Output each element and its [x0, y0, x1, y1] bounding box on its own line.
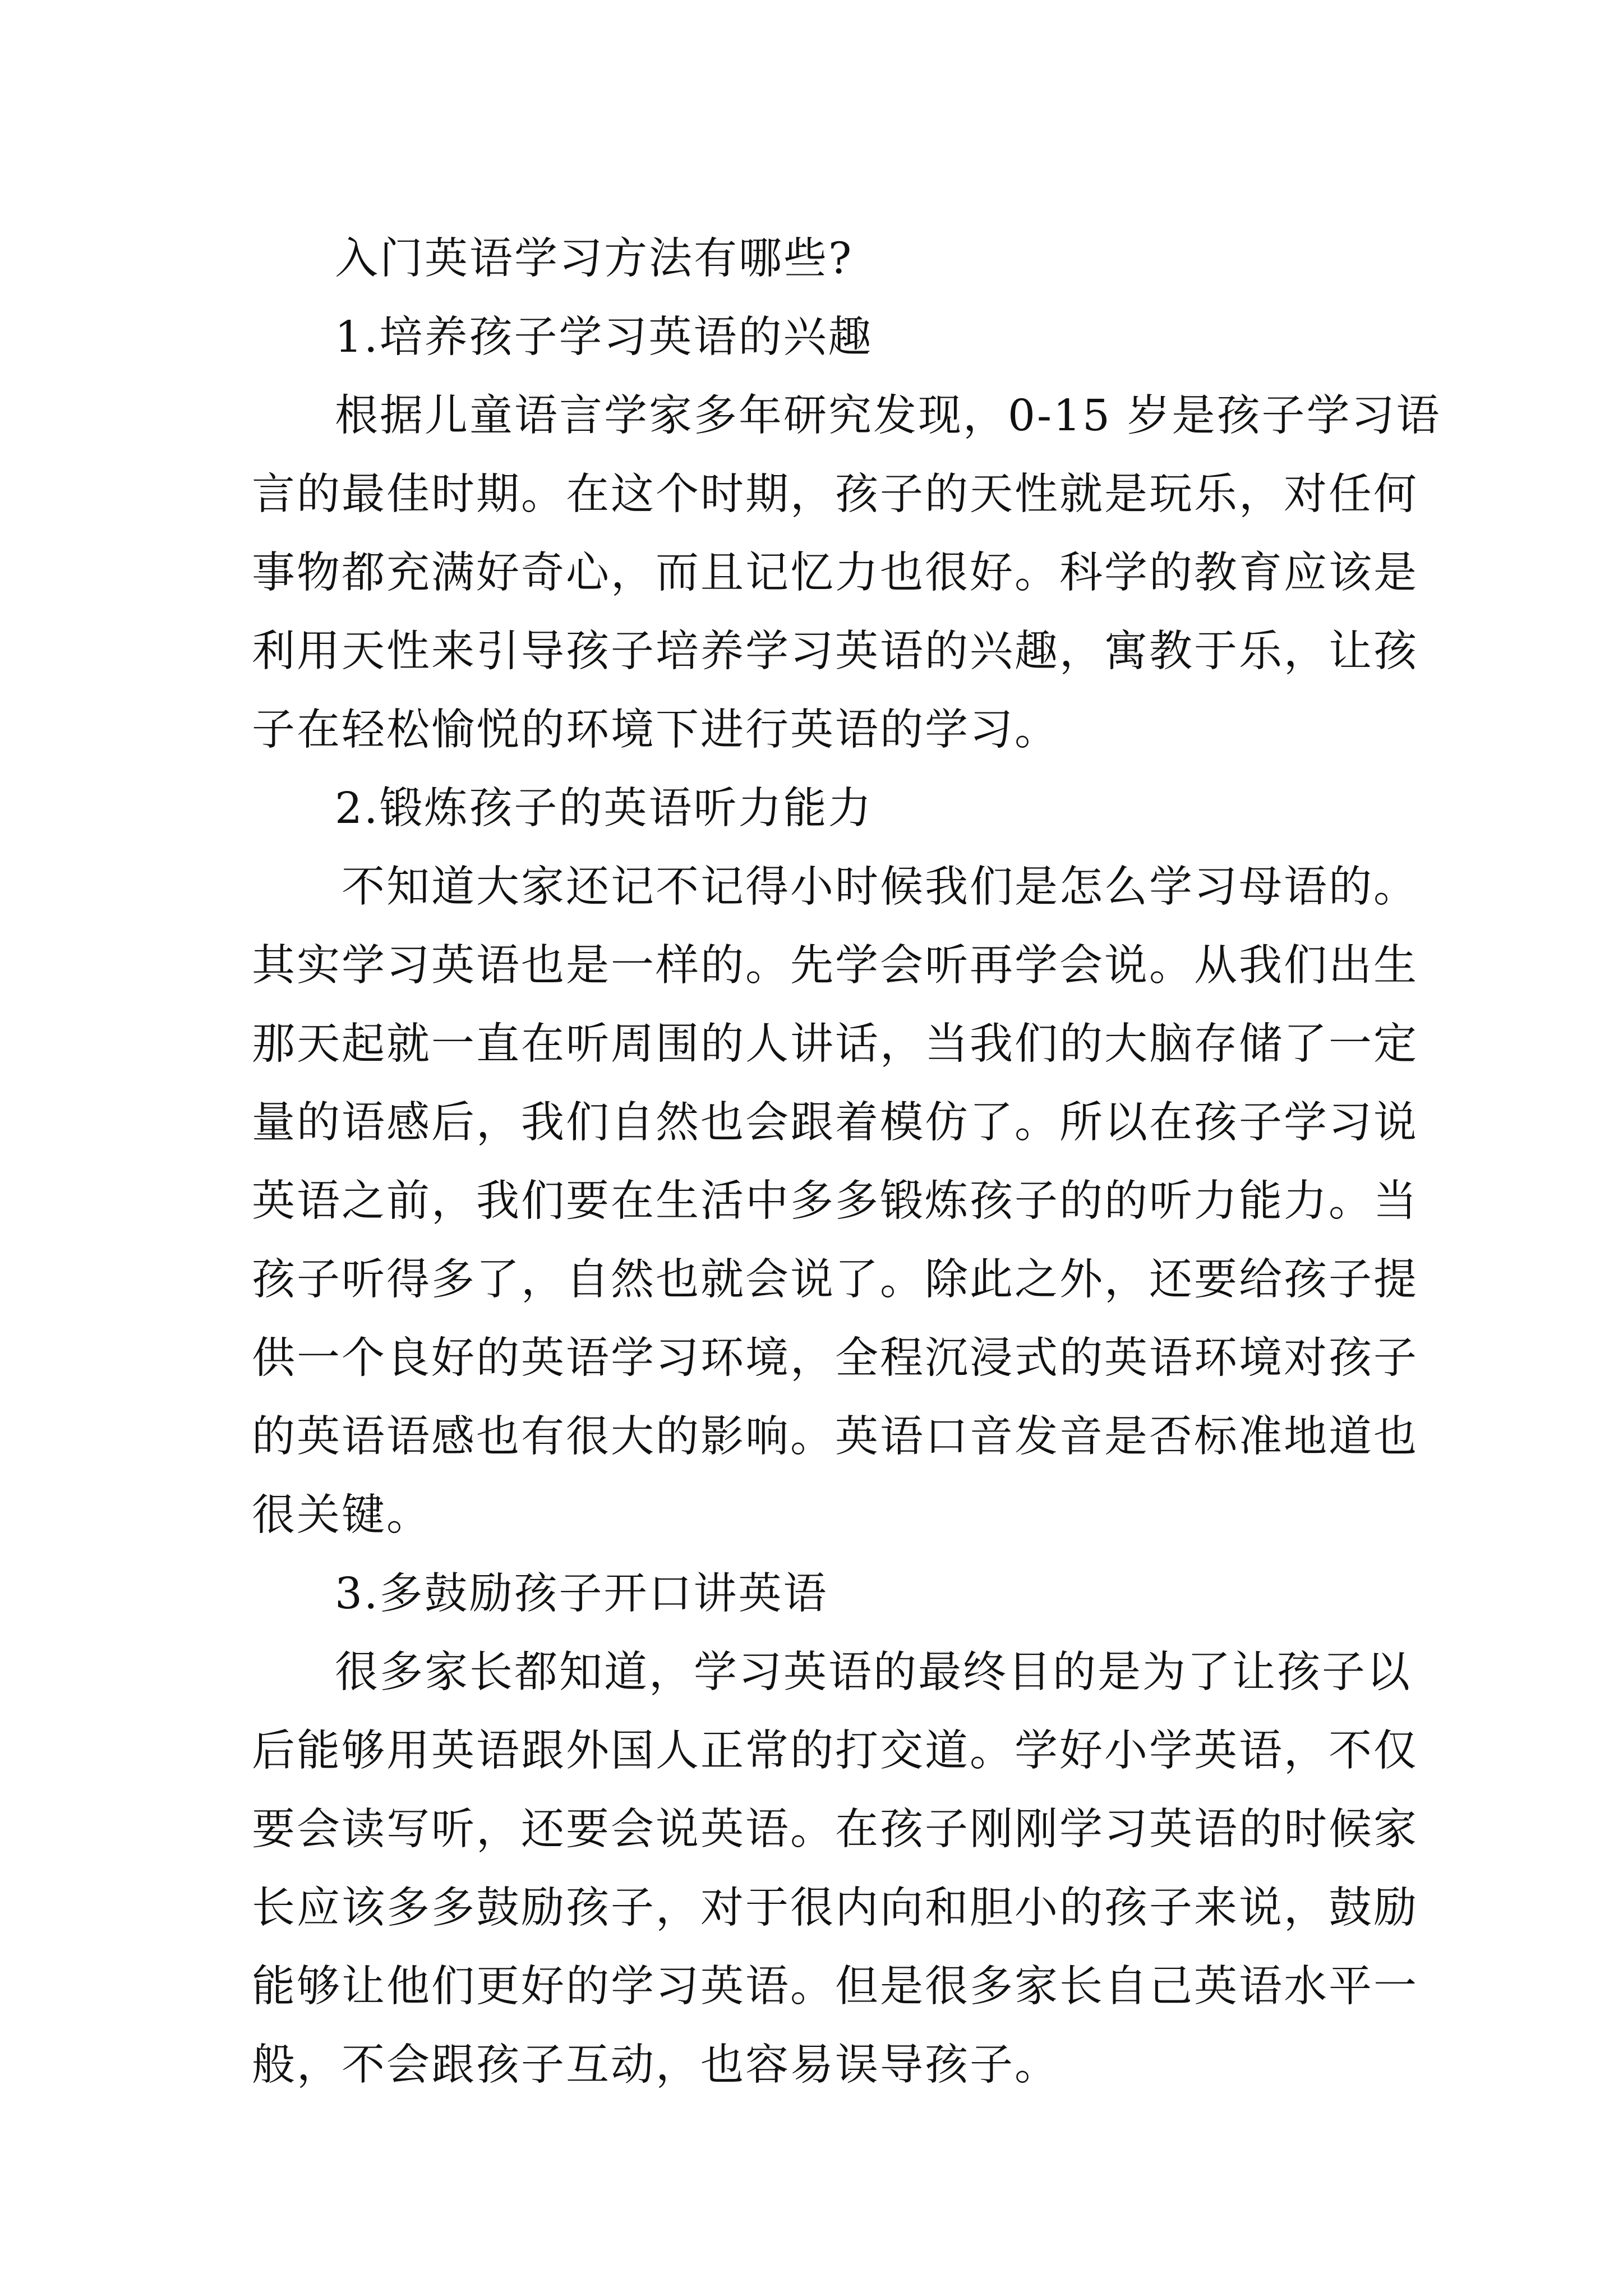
paragraph-line: 孩子听得多了，自然也就会说了。除此之外，还要给孩子提: [252, 1255, 1418, 1305]
paragraph-line: 要会读写听，还要会说英语。在孩子刚刚学习英语的时候家: [252, 1805, 1418, 1855]
paragraph-line: 能够让他们更好的学习英语。但是很多家长自己英语水平一: [252, 1962, 1418, 2012]
paragraph-line: 后能够用英语跟外国人正常的打交道。学好小学英语，不仅: [252, 1726, 1418, 1776]
paragraph-line: 不知道大家还记不记得小时候我们是怎么学习母语的。: [342, 862, 1418, 912]
paragraph-line: 长应该多多鼓励孩子，对于很内向和胆小的孩子来说，鼓励: [252, 1883, 1418, 1933]
paragraph-line: 其实学习英语也是一样的。先学会听再学会说。从我们出生: [252, 941, 1418, 991]
heading-section-2: 2.锻炼孩子的英语听力能力: [335, 784, 873, 834]
paragraph-line: 利用天性来引导孩子培养学习英语的兴趣，寓教于乐，让孩: [252, 627, 1418, 677]
heading-section-1: 1.培养孩子学习英语的兴趣: [335, 312, 873, 362]
paragraph-line: 子在轻松愉悦的环境下进行英语的学习。: [252, 705, 1059, 755]
paragraph-line: 言的最佳时期。在这个时期，孩子的天性就是玩乐，对任何: [252, 470, 1418, 519]
paragraph-line: 般，不会跟孩子互动，也容易误导孩子。: [252, 2040, 1059, 2090]
paragraph-line: 很多家长都知道，学习英语的最终目的是为了让孩子以: [335, 1648, 1412, 1697]
paragraph-line: 很关键。: [252, 1490, 431, 1540]
paragraph-line: 那天起就一直在听周围的人讲话，当我们的大脑存储了一定: [252, 1019, 1418, 1069]
paragraph-line: 的英语语感也有很大的影响。英语口音发音是否标准地道也: [252, 1412, 1418, 1462]
paragraph-line: 英语之前，我们要在生活中多多锻炼孩子的的听力能力。当: [252, 1176, 1418, 1226]
heading-main: 入门英语学习方法有哪些?: [335, 234, 854, 284]
heading-section-3: 3.多鼓励孩子开口讲英语: [335, 1569, 828, 1619]
paragraph-line: 供一个良好的英语学习环境，全程沉浸式的英语环境对孩子: [252, 1333, 1418, 1383]
paragraph-line: 根据儿童语言学家多年研究发现，0-15 岁是孩子学习语: [335, 391, 1441, 441]
paragraph-line: 事物都充满好奇心，而且记忆力也很好。科学的教育应该是: [252, 548, 1418, 598]
document-body: [252, 220, 1441, 2105]
paragraph-line: 量的语感后，我们自然也会跟着模仿了。所以在孩子学习说: [252, 1098, 1418, 1148]
